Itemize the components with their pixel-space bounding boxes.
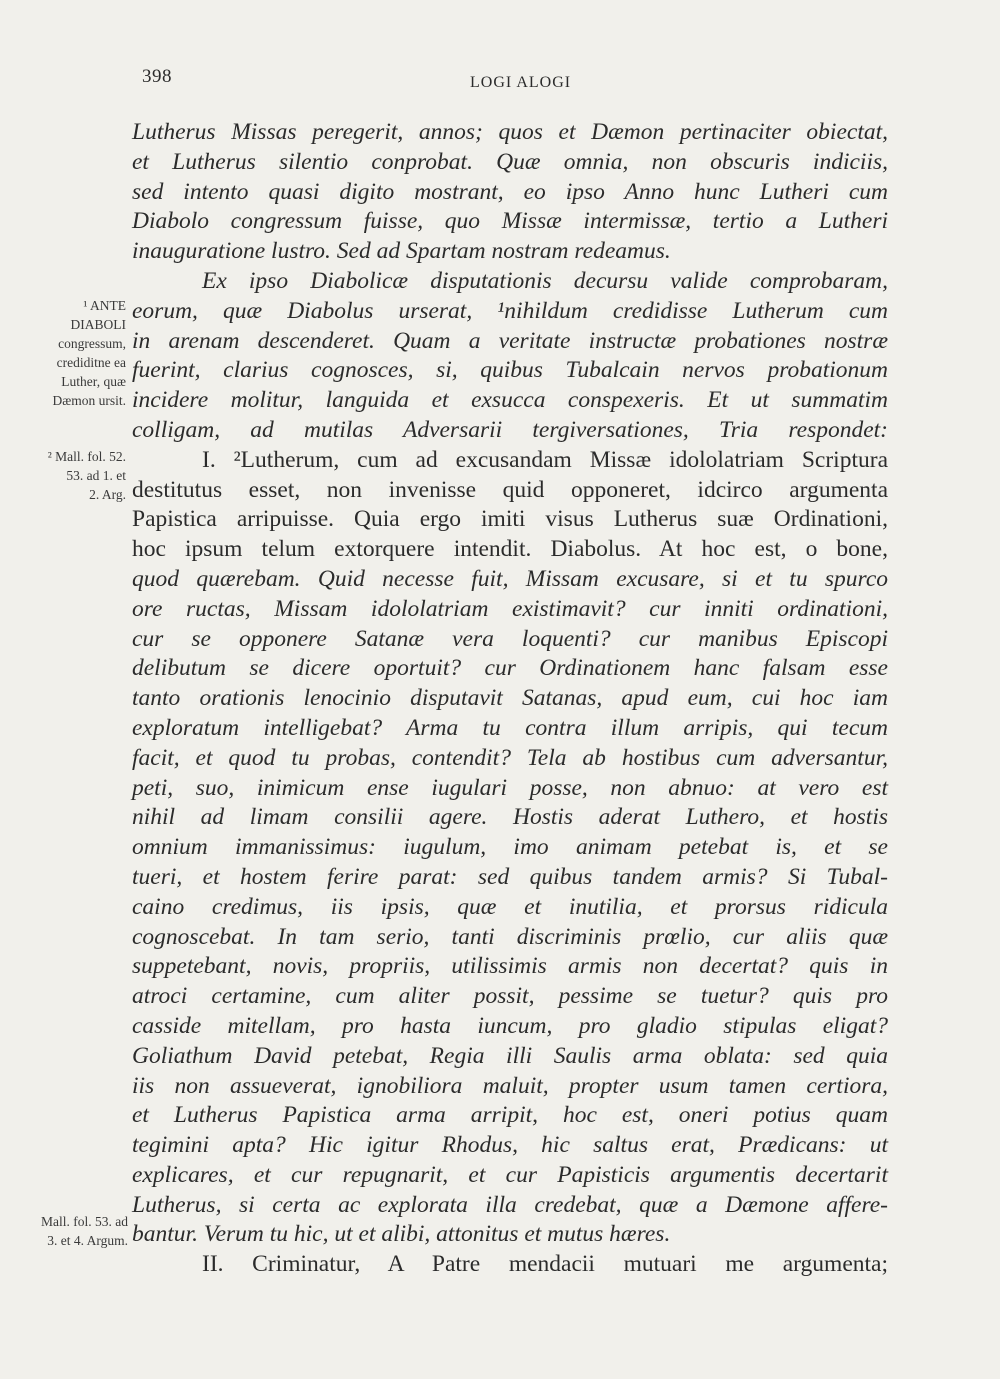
text-line: in arenam descenderet. Quam a veritate instructæ probationes nostræ xyxy=(132,327,888,354)
text-line: Lutherus, si certa ac explorata illa credebat, quæ a Dæmone affere- xyxy=(132,1191,888,1218)
text-line: Lutherus Missas peregerit, annos; quos et Dæmon pertinaciter obiectat, xyxy=(132,119,888,145)
text-line: destitutus esset, non invenisse quid opponeret, idcirco argumenta xyxy=(132,476,888,503)
margin-note-mall-fol-53 xyxy=(10,1212,128,1250)
text-line: exploratum intelligebat? Arma tu contra illum arripis, qui tecum xyxy=(132,714,888,741)
text-line: suppetebant, novis, propriis, utilissimis armis non decertat? quis in xyxy=(132,953,888,980)
text-line: facit, et quod tu probas, contendit? Tela ab hostibus cum adversantur, xyxy=(132,744,888,771)
margin-note-line: 53. ad 1. et xyxy=(66,468,126,483)
margin-note-line: DIABOLI xyxy=(70,317,126,332)
margin-note-line: ² Mall. fol. 52. xyxy=(47,449,126,464)
text-line: Diabolo congressum fuisse, quo Missæ intermissæ, tertio a Lutheri xyxy=(132,208,888,235)
margin-note-line: crediditne ea xyxy=(56,355,126,370)
text-line: et Lutherus Papistica arma arripit, hoc est, oneri potius quam xyxy=(132,1102,888,1129)
text-line: casside mitellam, pro hasta iuncum, pro gladio stipulas eligat? xyxy=(132,1012,888,1039)
text-line: et Lutherus silentio conprobat. Quæ omnia, non obscuris indiciis, xyxy=(132,148,888,175)
text-line: inauguratione lustro. Sed ad Spartam nostram redeamus. xyxy=(132,238,671,265)
margin-note-line: ¹ ANTE xyxy=(83,298,126,313)
text-line: bantur. Verum tu hic, ut et alibi, attonitus et mutus hæres. xyxy=(132,1221,671,1248)
text-line: tanto orationis lenocinio disputavit Satanas, apud eum, cui hoc iam xyxy=(132,685,888,712)
margin-note-line: 3. et 4. Argum. xyxy=(47,1233,128,1248)
margin-note-mall-fol-52 xyxy=(18,447,126,504)
text-line: Papistica arripuisse. Quia ergo imiti visus Lutherus suæ Ordinationi, xyxy=(132,506,888,533)
text-line: cognoscebat. In tam serio, tanti discriminis prœlio, cur aliis quæ xyxy=(132,923,888,950)
text-line: cur se opponere Satanæ vera loquenti? cur manibus Episcopi xyxy=(132,625,888,652)
margin-note-line: Luther, quæ xyxy=(61,374,126,389)
text-line: I. ²Lutherum, cum ad excusandam Missæ idololatriam Scriptura xyxy=(202,446,888,473)
text-line: tegimini apta? Hic igitur Rhodus, hic saltus erat, Prædicans: ut xyxy=(132,1132,888,1159)
running-head: LOGI ALOGI xyxy=(470,74,572,91)
margin-note-line: Mall. fol. 53. ad xyxy=(41,1214,128,1229)
text-line: omnium immanissimus: iugulum, imo animam petebat is, et se xyxy=(132,834,888,861)
text-line: explicares, et cur repugnarit, et cur Papisticis argumentis decertarit xyxy=(132,1161,888,1188)
text-line: caino credimus, iis ipsis, quæ et inutilia, et prorsus ridicula xyxy=(132,893,888,920)
margin-note-line: 2. Arg. xyxy=(89,487,126,502)
text-line: sed intento quasi digito mostrant, eo ipso Anno hunc Lutheri cum xyxy=(132,178,888,205)
text-line: Goliathum David petebat, Regia illi Saulis arma oblata: sed quia xyxy=(132,1042,888,1069)
text-line: colligam, ad mutilas Adversarii tergiversationes, Tria respondet: xyxy=(132,416,888,443)
text-line: ore ructas, Missam idololatriam existimavit? cur inniti ordinationi, xyxy=(132,595,888,622)
text-line: hoc ipsum telum extorquere intendit. Diabolus. At hoc est, o bone, xyxy=(132,536,888,563)
text-line: Ex ipso Diabolicæ disputationis decursu valide comprobaram, xyxy=(202,267,888,294)
text-line: tueri, et hostem ferire parat: sed quibus tandem armis? Si Tubal- xyxy=(132,863,888,890)
text-line: quod quærebam. Quid necesse fuit, Missam excusare, si et tu spurco xyxy=(132,565,888,592)
text-line: atroci certamine, cum aliter possit, pessime se tuetur? quis pro xyxy=(132,983,888,1010)
text-line: delibutum se dicere oportuit? cur Ordinationem hanc falsam esse xyxy=(132,655,888,682)
text-line: iis non assueverat, ignobiliora maluit, propter usum tamen certiora, xyxy=(132,1072,888,1099)
margin-note-line: Dæmon ursit. xyxy=(52,393,126,408)
text-line: incidere molitur, languida et exsucca conspexeris. Et ut summatim xyxy=(132,387,888,414)
margin-note-ante-diaboli xyxy=(18,296,126,410)
text-line: II. Criminatur, A Patre mendacii mutuari me argumenta; xyxy=(202,1251,888,1278)
body-text xyxy=(132,118,888,1280)
text-line: peti, suo, inimicum ense iugulari posse, non abnuo: at vero est xyxy=(132,774,888,801)
page-number: 398 xyxy=(142,66,172,87)
margin-note-line: congressum, xyxy=(58,336,126,351)
text-line: fuerint, clarius cognosces, si, quibus Tubalcain nervos probationum xyxy=(132,357,888,384)
text-line: eorum, quæ Diabolus urserat, ¹nihildum credidisse Lutherum cum xyxy=(132,297,888,324)
text-line: nihil ad limam consilii agere. Hostis aderat Luthero, et hostis xyxy=(132,804,888,831)
